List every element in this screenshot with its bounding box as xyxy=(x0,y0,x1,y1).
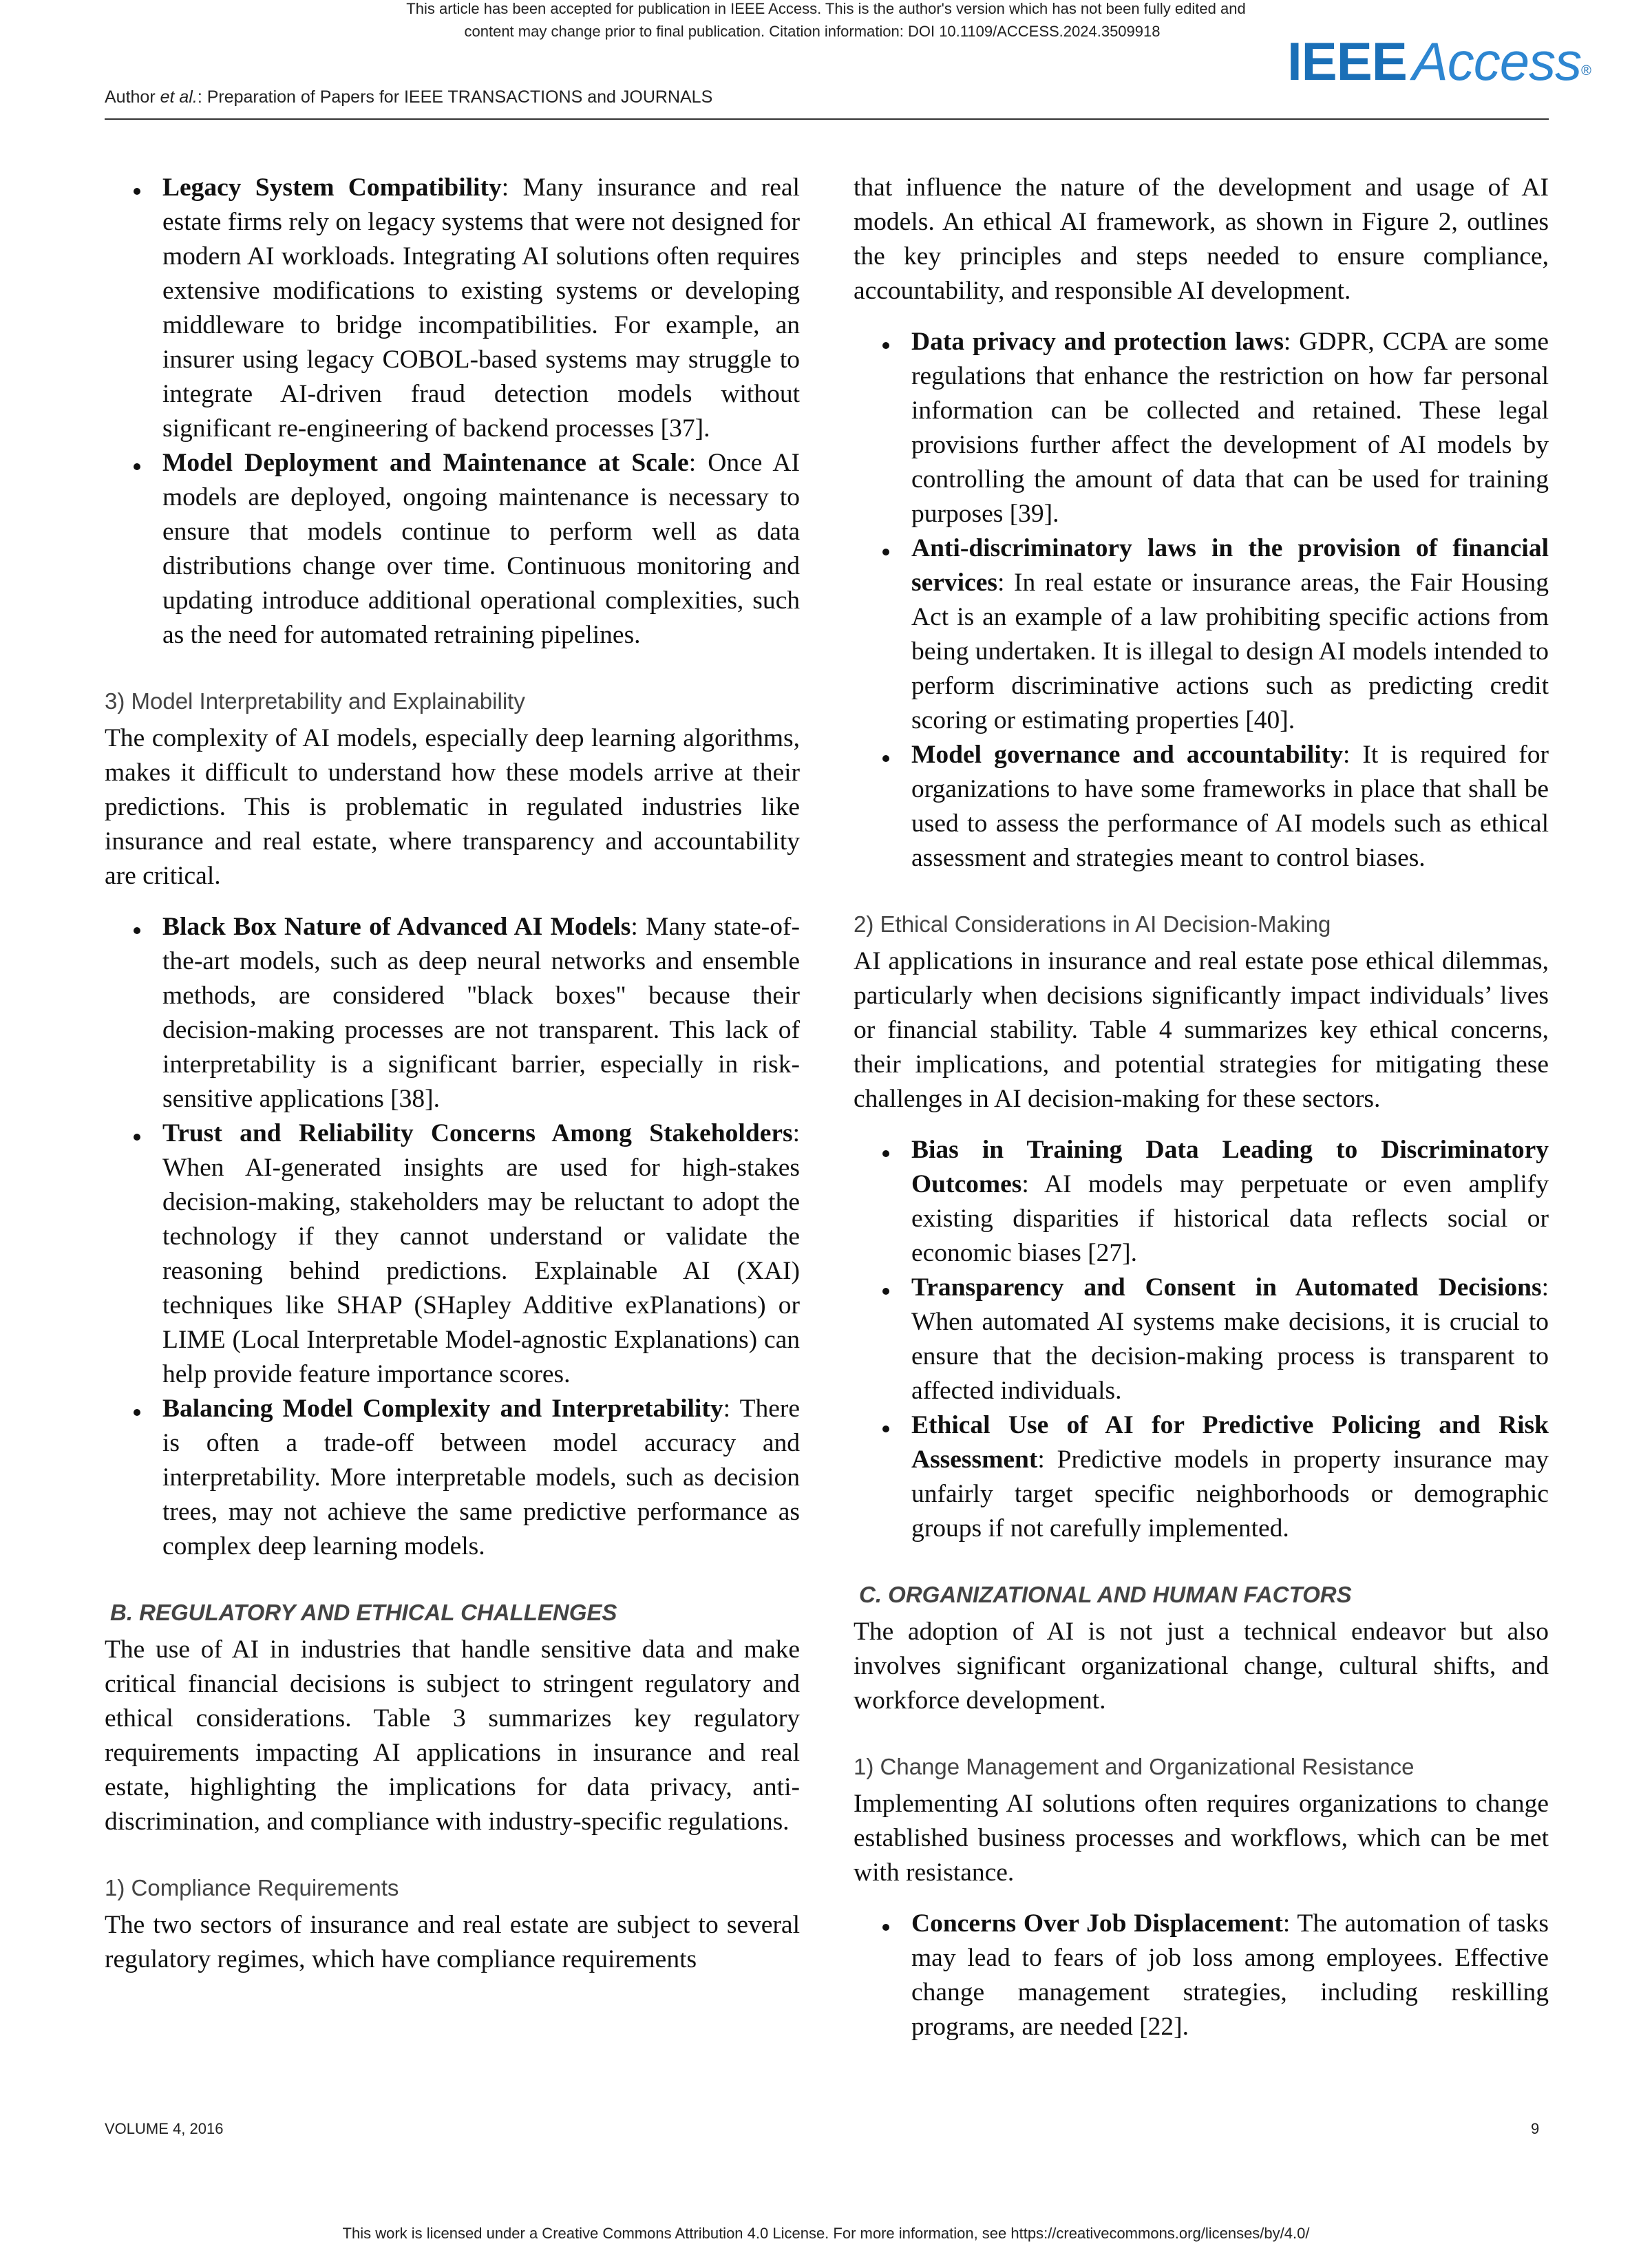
paragraph-compliance-continued: that influence the nature of the development and usage of AI models. An ethical AI framework, as shown in Figure 2, outlines the key principles and steps needed to ensure compliance, accountability, and responsible AI development. xyxy=(854,173,1549,305)
logo-registered-mark: ® xyxy=(1581,63,1591,78)
bullet-text: : In real estate or insurance areas, the Fair Housing Act is an example of a law prohibiting specific actions from being undertaken. It is illegal to design AI models intended to perform discriminative actions such as predicting credit scoring or estimating properties [40]. xyxy=(911,569,1549,734)
bullet-bold-term: Data privacy and protection laws xyxy=(911,328,1284,356)
list-item xyxy=(854,1907,1549,2044)
paragraph-compliance: The two sectors of insurance and real estate are subject to several regulatory regimes, which have compliance requirements xyxy=(105,1911,800,1973)
section-heading-b: B. REGULATORY AND ETHICAL CHALLENGES xyxy=(110,1600,617,1625)
bullet-text: : Predictive models in property insurance may unfairly target specific neighborhoods or demographic groups if not carefully implemented. xyxy=(911,1445,1549,1543)
list-item xyxy=(854,531,1549,738)
list-item xyxy=(854,1408,1549,1546)
ieee-access-logo xyxy=(1287,30,1591,92)
bullet-bold-term: Transparency and Consent in Automated Decisions xyxy=(911,1273,1542,1302)
publication-notice-line2: content may change prior to final publication. Citation information: DOI 10.1109/ACCESS.2024.3509918 xyxy=(464,23,1161,40)
running-head-etal: et al. xyxy=(160,87,198,107)
page-number: 9 xyxy=(1531,2120,1540,2137)
paragraph-interpretability: The complexity of AI models, especially deep learning algorithms, makes it difficult to understand how these models arrive at their predictions. This is problematic in regulated industries like insurance and real estate, where transparency and accountability are critical. xyxy=(105,724,800,890)
paragraph-change: Implementing AI solutions often requires organizations to change established business processes and workflows, which can be met with resistance. xyxy=(854,1790,1549,1887)
running-head xyxy=(105,87,712,107)
list-item xyxy=(105,1116,800,1392)
publication-notice-line1: This article has been accepted for publication in IEEE Access. This is the author's version which has not been fully edited and xyxy=(406,0,1246,17)
bullet-bold-term: Ethical Use of AI for Predictive Policing and Risk Assessment xyxy=(911,1411,1549,1474)
bullet-list-compliance xyxy=(854,325,1549,876)
bullet-list-ethical xyxy=(854,1133,1549,1546)
bullet-bold-term: Balancing Model Complexity and Interpretability xyxy=(162,1395,723,1423)
logo-ieee-text: IEEE xyxy=(1287,31,1407,92)
list-item xyxy=(854,1271,1549,1408)
list-item xyxy=(105,171,800,446)
bullet-text: : Many insurance and real estate firms rely on legacy systems that were not designed for modern AI workloads. Integrating AI solutions often requires extensive modifications to existing systems or developing middleware to bridge incompatibilities. For example, an insurer using legacy COBOL-based systems may struggle to integrate AI-driven fraud detection models without significant re-engineering of backend processes [37]. xyxy=(162,173,800,443)
bullet-bold-term: Concerns Over Job Displacement xyxy=(911,1909,1283,1938)
bullet-bold-term: Anti-discriminatory laws in the provision of financial services xyxy=(911,534,1549,597)
left-column xyxy=(105,171,800,1977)
list-item xyxy=(854,1133,1549,1271)
header-rule xyxy=(105,118,1549,120)
list-item xyxy=(105,910,800,1116)
bullet-bold-term: Bias in Training Data Leading to Discriminatory Outcomes xyxy=(911,1136,1549,1198)
bullet-bold-term: Black Box Nature of Advanced AI Models xyxy=(162,913,631,941)
list-item xyxy=(854,738,1549,876)
bullet-text: : When automated AI systems make decisions, it is crucial to ensure that the decision-making process is transparent to affected individuals. xyxy=(911,1273,1549,1405)
logo-access-text: Access xyxy=(1412,31,1582,92)
subsection-heading-ethical: 2) Ethical Considerations in AI Decision-Making xyxy=(854,911,1331,937)
bullet-bold-term: Model governance and accountability xyxy=(911,741,1343,769)
bullet-text: : GDPR, CCPA are some regulations that enhance the restriction on how far personal information can be collected and retained. These legal provisions further affect the development of AI models by controlling the amount of data that can be used for training purposes [39]. xyxy=(911,328,1549,528)
list-item xyxy=(105,1392,800,1564)
bullet-text: : The automation of tasks may lead to fears of job loss among employees. Effective change management strategies, including reskilling programs, are needed [22]. xyxy=(911,1909,1549,2041)
bullet-list-integration xyxy=(105,171,800,653)
bullet-text: : It is required for organizations to have some frameworks in place that shall be used to assess the performance of AI models such as ethical assessment and strategies meant to control biases. xyxy=(911,741,1549,872)
bullet-list-interpretability xyxy=(105,910,800,1564)
paragraph-section-c: The adoption of AI is not just a technical endeavor but also involves significant organizational change, cultural shifts, and workforce development. xyxy=(854,1618,1549,1715)
bullet-bold-term: Model Deployment and Maintenance at Scale xyxy=(162,449,689,477)
bullet-text: : AI models may perpetuate or even amplify existing disparities if historical data reflects social or economic biases [27]. xyxy=(911,1170,1549,1267)
bullet-bold-term: Trust and Reliability Concerns Among Stakeholders xyxy=(162,1119,793,1147)
running-head-author: Author xyxy=(105,87,160,107)
bullet-bold-term: Legacy System Compatibility xyxy=(162,173,502,202)
list-item xyxy=(854,325,1549,531)
subsection-heading-change: 1) Change Management and Organizational Resistance xyxy=(854,1754,1415,1779)
running-head-title: : Preparation of Papers for IEEE TRANSACTIONS and JOURNALS xyxy=(197,87,713,107)
section-heading-c: C. ORGANIZATIONAL AND HUMAN FACTORS xyxy=(859,1582,1352,1607)
bullet-text: : When AI-generated insights are used for high-stakes decision-making, stakeholders may be reluctant to adopt the technology if they cannot understand or validate the reasoning behind predictions. Explainable AI (XAI) techniques like SHAP (SHapley Additive exPlanations) or LIME (Local Interpretable Model-agnostic Explanations) can help provide feature importance scores. xyxy=(162,1119,800,1388)
subsection-heading-interpretability: 3) Model Interpretability and Explainability xyxy=(105,688,525,714)
subsection-heading-compliance: 1) Compliance Requirements xyxy=(105,1875,399,1900)
footer-volume: VOLUME 4, 2016 xyxy=(105,2120,224,2137)
bullet-list-change xyxy=(854,1907,1549,2044)
bullet-text: : There is often a trade-off between model accuracy and interpretability. More interpretable models, such as decision trees, may not achieve the same predictive performance as complex deep learning models. xyxy=(162,1395,800,1560)
list-item xyxy=(105,446,800,653)
bullet-text: : Once AI models are deployed, ongoing maintenance is necessary to ensure that models continue to perform well as data distributions change over time. Continuous monitoring and updating introduce additional operational complexities, such as the need for automated retraining pipelines. xyxy=(162,449,800,649)
bullet-text: : Many state-of-the-art models, such as deep neural networks and ensemble methods, are considered "black boxes" because their decision-making processes are not transparent. This lack of interpretability is a significant barrier, especially in risk-sensitive applications [38]. xyxy=(162,913,800,1113)
paragraph-ethical: AI applications in insurance and real estate pose ethical dilemmas, particularly when decisions significantly impact individuals’ lives or financial stability. Table 4 summarizes key ethical concerns, their implications, and potential strategies for mitigating these challenges in AI decision-making for these sectors. xyxy=(854,947,1549,1113)
license-notice: This work is licensed under a Creative Commons Attribution 4.0 License. For more information, see https://creativecommons.org/licenses/by/4.0/ xyxy=(342,2225,1310,2242)
right-column xyxy=(854,171,1549,2044)
paragraph-section-b: The use of AI in industries that handle sensitive data and make critical financial decisions is subject to stringent regulatory and ethical considerations. Table 3 summarizes key regulatory requirements impacting AI applications in insurance and real estate, highlighting the implications for data privacy, anti-discrimination, and compliance with industry-specific regulations. xyxy=(105,1635,800,1836)
